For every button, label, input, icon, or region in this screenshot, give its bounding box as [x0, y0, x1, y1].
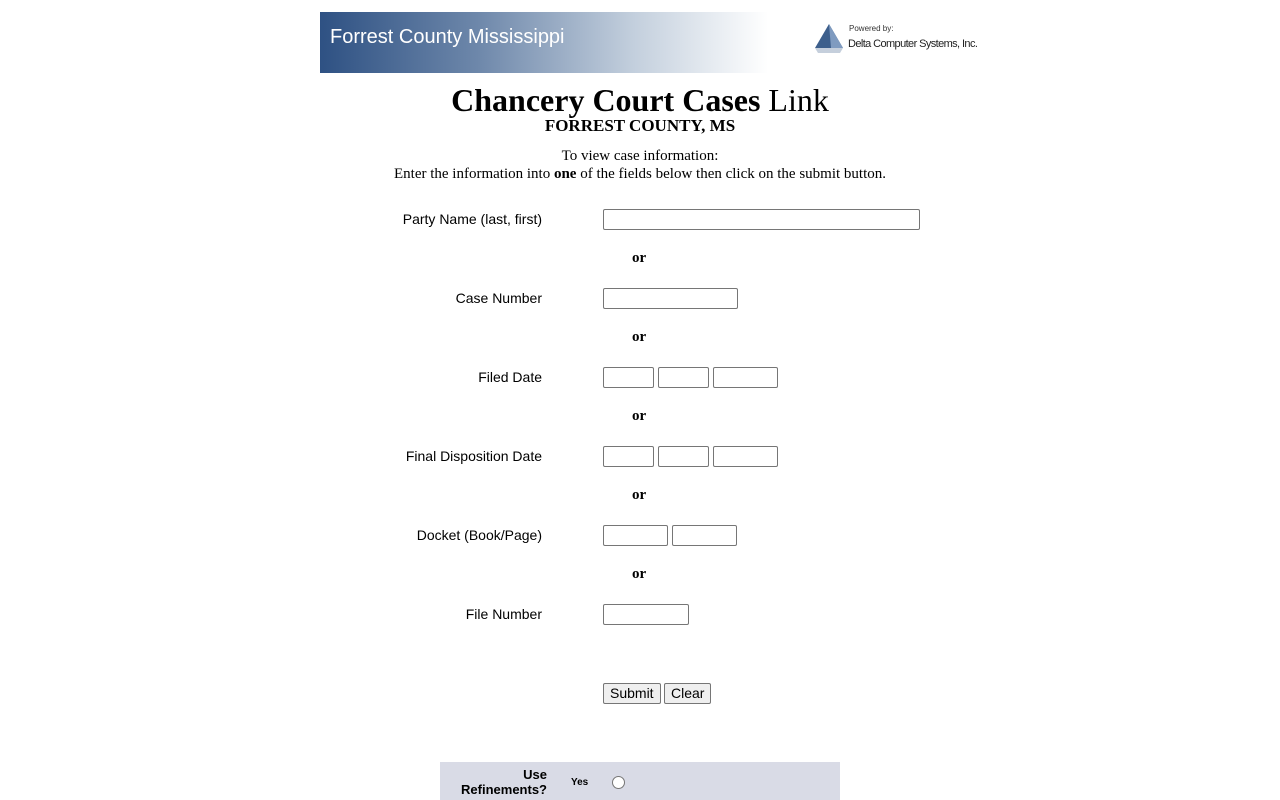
vendor-logo [814, 22, 978, 62]
vendor-name: Delta Computer Systems, Inc. [848, 38, 978, 50]
filed-date-label: Filed Date [478, 369, 542, 385]
or-separator: or [632, 487, 647, 503]
page-title-bold: Chancery Court Cases [451, 82, 761, 118]
header-banner [320, 12, 978, 73]
instructions [0, 147, 1280, 183]
use-refinements-label-line-1: Use [523, 767, 547, 782]
refinements-panel [440, 762, 840, 800]
clear-button[interactable]: Clear [664, 683, 711, 704]
refinements-yes-radio[interactable] [612, 776, 625, 789]
page-title [0, 80, 1280, 120]
submit-button[interactable]: Submit [603, 683, 661, 704]
disposition-date-month-input[interactable] [603, 446, 654, 467]
refinements-yes-label: Yes [571, 777, 589, 788]
case-number-label: Case Number [455, 290, 542, 306]
use-refinements-label-line-2: Refinements? [461, 782, 547, 797]
powered-by-text: Powered by: [849, 24, 894, 33]
disposition-date-day-input[interactable] [658, 446, 709, 467]
or-separator: or [632, 408, 647, 424]
disposition-date-year-input[interactable] [713, 446, 778, 467]
page-subtitle: FORREST COUNTY, MS [544, 116, 736, 135]
file-number-input[interactable] [603, 604, 689, 625]
delta-logo-icon [814, 22, 844, 58]
instructions-line-2 [0, 165, 1280, 183]
filed-date-month-input[interactable] [603, 367, 654, 388]
banner-title: Forrest County Mississippi [330, 26, 565, 48]
docket-label: Docket (Book/Page) [416, 527, 542, 543]
docket-page-input[interactable] [672, 525, 737, 546]
or-separator: or [632, 329, 647, 345]
instructions-line-1: To view case information: [561, 148, 719, 164]
docket-book-input[interactable] [603, 525, 668, 546]
party-name-input[interactable] [603, 209, 920, 230]
banner-gradient [320, 12, 768, 73]
filed-date-day-input[interactable] [658, 367, 709, 388]
file-number-label: File Number [465, 606, 542, 622]
page-heading [0, 80, 1280, 134]
page-title-link-word: Link [760, 82, 829, 118]
case-number-input[interactable] [603, 288, 738, 309]
use-refinements-label [461, 767, 547, 797]
final-disposition-date-label: Final Disposition Date [405, 448, 542, 464]
filed-date-year-input[interactable] [713, 367, 778, 388]
party-name-label: Party Name (last, first) [402, 211, 542, 227]
instructions-text-bold: one [553, 166, 577, 182]
instructions-text-pre: Enter the information into [394, 166, 554, 182]
or-separator: or [632, 566, 647, 582]
instructions-text-post: of the fields below then click on the submit button. [576, 166, 886, 182]
or-separator: or [632, 250, 647, 266]
